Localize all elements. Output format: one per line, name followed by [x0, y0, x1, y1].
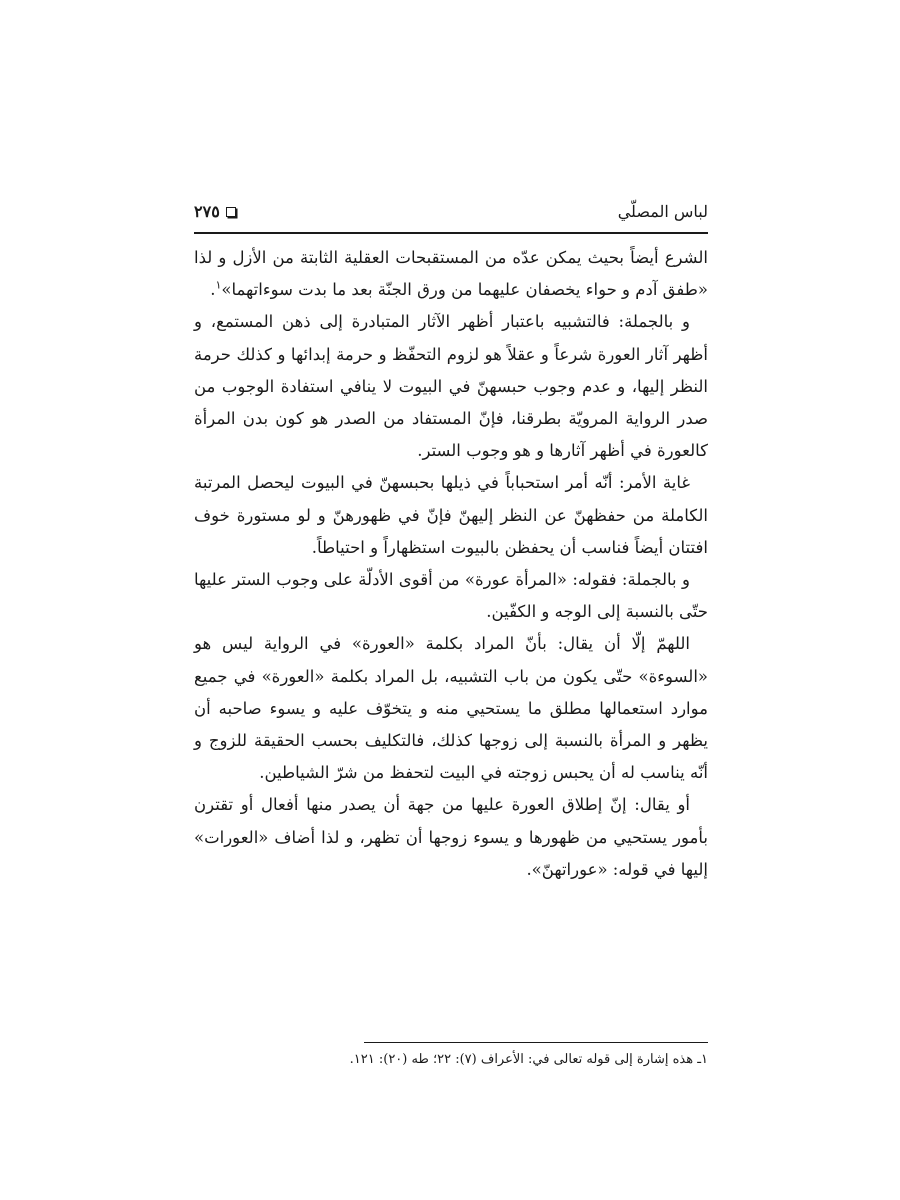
header-rule — [194, 232, 708, 234]
body-text — [194, 242, 708, 886]
page-number-block — [194, 202, 236, 222]
paragraph-1-end: . — [210, 280, 216, 300]
footnote-rule — [364, 1042, 708, 1043]
running-title: لباس المصلّي — [617, 202, 708, 221]
footnote: ١ـ هذه إشارة إلى قوله تعالى في: الأعراف (٧): ٢٢؛ طه (٢٠): ١٢١. — [349, 1052, 708, 1067]
paragraph-6: أو يقال: إنّ إطلاق العورة عليها من جهة أن يصدر منها أفعال أو تقترن بأمور يستحيي من ظهورها و يسوء زوجها أن تظهر، و لذا أضاف «العورات» إليها في قوله: «عوراتهنّ». — [194, 795, 708, 879]
page-header — [194, 198, 708, 228]
paragraph-5: اللهمّ إلّا أن يقال: بأنّ المراد بكلمة «العورة» في الرواية ليس هو «السوءة» حتّى يكون من باب التشبيه، بل المراد بكلمة «العورة» في جميع موارد استعمالها مطلق ما يستحيي منه و يتخوّف عليه و يسوء صاحبه أن يظهر و المرأة بالنسبة إلى زوجها كذلك، فالتكليف بحسب الحقيقة للزوج و أنّه يناسب له أن يحبس زوجته في البيت لتحفظ من شرّ الشياطين. — [194, 634, 708, 783]
square-icon — [226, 207, 236, 217]
page-number: ٢٧٥ — [194, 202, 220, 221]
paragraph-4: و بالجملة: فقوله: «المرأة عورة» من أقوى الأدلّة على وجوب الستر عليها حتّى بالنسبة إلى الوجه و الكفّين. — [194, 570, 708, 622]
paragraph-3: غاية الأمر: أنّه أمر استحباباً في ذيلها بحبسهنّ في البيوت ليحصل المرتبة الكاملة من حفظهنّ عن النظر إليهنّ فإنّ في ظهورهنّ و لو مستورة خوف افتتان أيضاً فناسب أن يحفظن بالبيوت استظهاراً و احتياطاً. — [194, 473, 708, 557]
paragraph-1-text: الشرع أيضاً بحيث يمكن عدّه من المستقبحات العقلية الثابتة من الأزل و لذا «طفق آدم و حواء يخصفان عليهما من ورق الجنّة بعد ما بدت سوءاتهما» — [194, 248, 708, 300]
footnote-marker: ١ — [215, 278, 222, 292]
paragraph-1 — [194, 242, 708, 306]
paragraph-2: و بالجملة: فالتشبيه باعتبار أظهر الآثار المتبادرة إلى ذهن المستمع، و أظهر آثار العورة شرعاً و عقلاً هو لزوم التحفّظ و حرمة إبدائها و كذلك حرمة النظر إليها، و عدم وجوب حبسهنّ في البيوت لا ينافي استفادة الوجوب من صدر الرواية المرويّة بطرقنا، فإنّ المستفاد من الصدر هو كون بدن المرأة كالعورة في أظهر آثارها و هو وجوب الستر. — [194, 312, 708, 461]
